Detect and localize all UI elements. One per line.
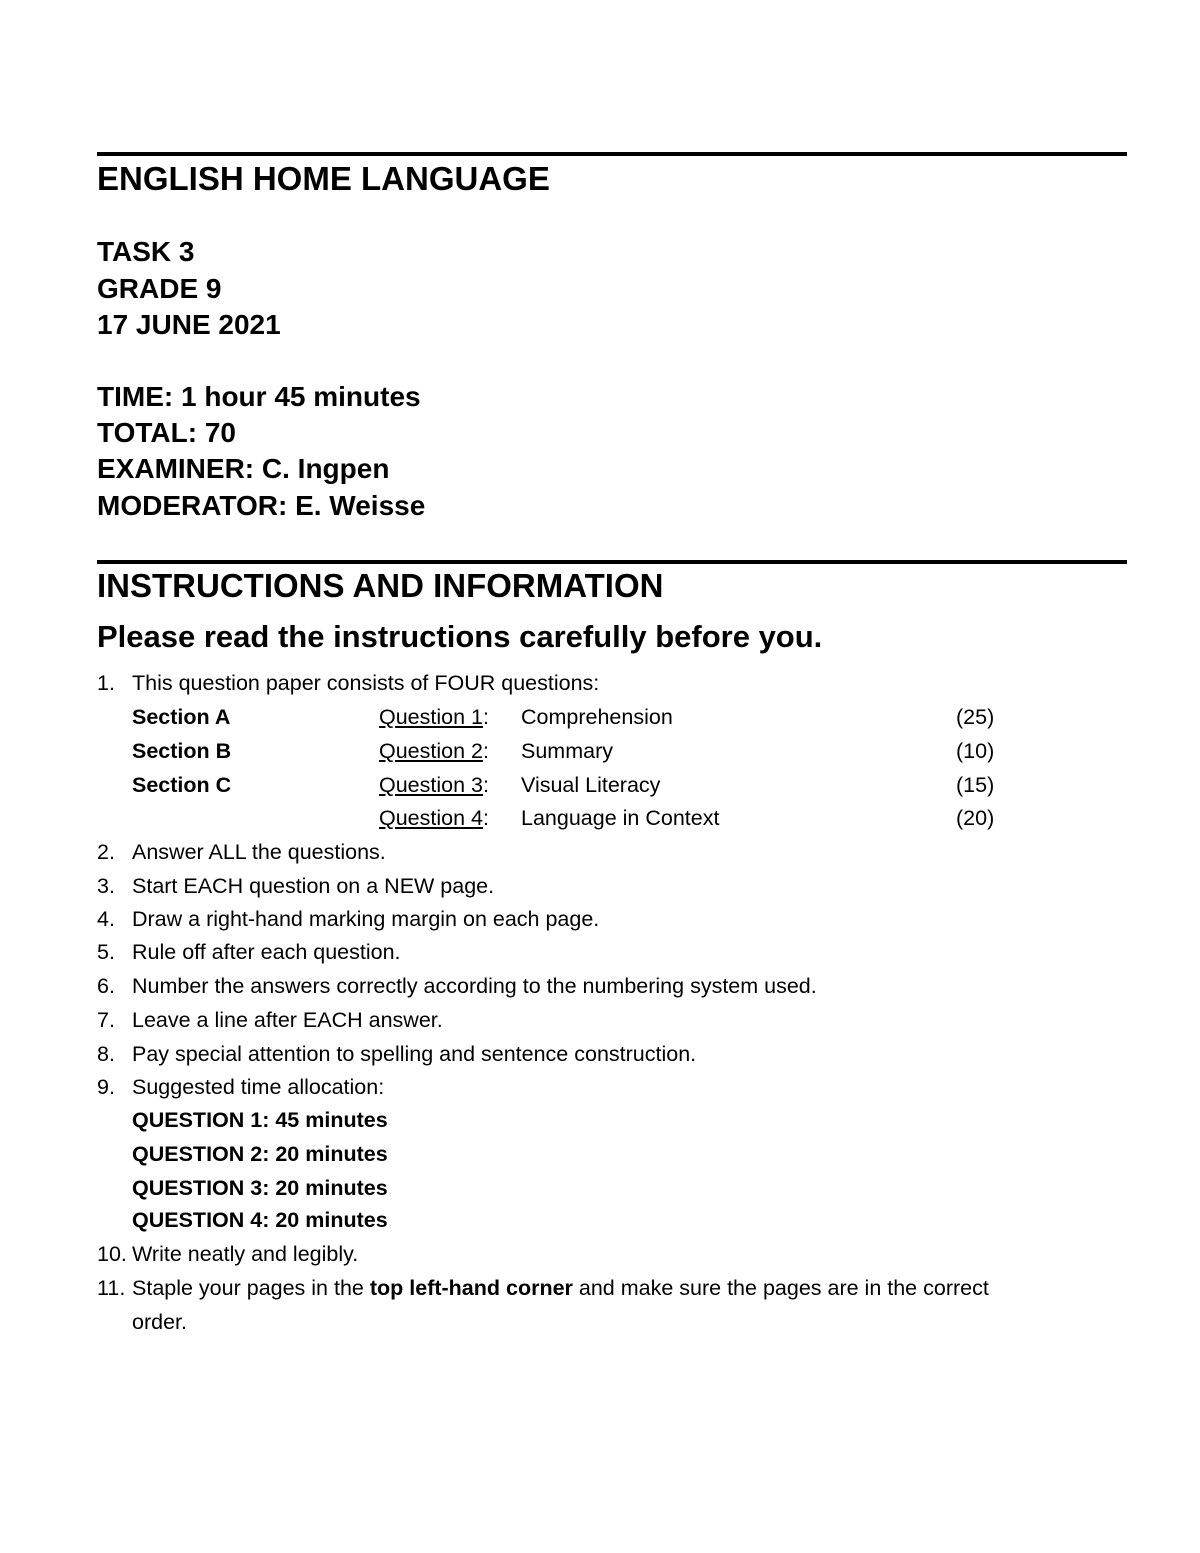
item-text: order.	[132, 1310, 187, 1334]
item-text-part: Staple your pages in the	[132, 1276, 370, 1300]
question-topic: Language in Context	[521, 806, 720, 830]
item-text: Answer ALL the questions.	[132, 840, 386, 864]
instructions-heading: INSTRUCTIONS AND INFORMATION	[97, 567, 664, 604]
time-allocation-text: QUESTION 3: 20 minutes	[132, 1176, 388, 1200]
time-allocation-text: QUESTION 2: 20 minutes	[132, 1142, 388, 1166]
question-topic: Visual Literacy	[521, 773, 661, 797]
item-text-part: and make sure the pages are in the correct	[572, 1276, 989, 1300]
item-number: 6.	[97, 974, 115, 998]
grade-label: GRADE 9	[97, 273, 222, 304]
time-allocation-text: QUESTION 1: 45 minutes	[132, 1108, 388, 1132]
question-label: Question 4:	[379, 806, 489, 830]
question-label: Question 3:	[379, 773, 489, 797]
subject-title: ENGLISH HOME LANGUAGE	[97, 160, 550, 197]
item-number: 8.	[97, 1042, 115, 1066]
question-marks: (15)	[956, 773, 995, 797]
question-link-text: Question 4	[379, 806, 483, 830]
question-label: Question 2:	[379, 739, 489, 763]
question-marks: (10)	[956, 739, 995, 763]
item-text: Draw a right-hand marking margin on each page.	[132, 907, 600, 931]
item-text: This question paper consists of FOUR questions:	[132, 671, 600, 695]
item-number: 4.	[97, 907, 115, 931]
item-number: 5.	[97, 940, 115, 964]
question-topic: Summary	[521, 739, 613, 763]
time-label: TIME: 1 hour 45 minutes	[97, 381, 421, 412]
item-text-emphasis: top left-hand corner	[369, 1276, 573, 1300]
section-label: Section B	[132, 739, 232, 763]
question-topic: Comprehension	[521, 705, 673, 729]
item-number: 2.	[97, 840, 115, 864]
item-number: 3.	[97, 874, 115, 898]
item-text	[132, 1278, 989, 1300]
question-link-text: Question 1	[379, 705, 483, 729]
item-text: Start EACH question on a NEW page.	[132, 874, 495, 898]
item-text: Leave a line after EACH answer.	[132, 1008, 443, 1032]
section-rule	[97, 560, 1127, 564]
question-marks: (25)	[956, 705, 995, 729]
time-allocation-text: QUESTION 4: 20 minutes	[132, 1208, 388, 1232]
item-text: Write neatly and legibly.	[132, 1242, 359, 1266]
question-link-text: Question 3	[379, 773, 483, 797]
task-label: TASK 3	[97, 236, 195, 267]
question-marks: (20)	[956, 806, 995, 830]
instructions-subheading: Please read the instructions carefully before you.	[97, 619, 823, 654]
item-text: Suggested time allocation:	[132, 1075, 385, 1099]
section-label: Section A	[132, 705, 231, 729]
item-text: Rule off after each question.	[132, 940, 401, 964]
item-number: 10.	[97, 1242, 127, 1266]
question-label: Question 1:	[379, 705, 489, 729]
item-text: Number the answers correctly according to the numbering system used.	[132, 974, 817, 998]
section-label: Section C	[132, 773, 232, 797]
item-number: 9.	[97, 1075, 115, 1099]
item-number: 11.	[97, 1276, 126, 1300]
moderator-label: MODERATOR: E. Weisse	[97, 490, 426, 521]
top-rule	[97, 152, 1127, 156]
total-label: TOTAL: 70	[97, 417, 236, 448]
item-number: 7.	[97, 1008, 115, 1032]
item-text: Pay special attention to spelling and sentence construction.	[132, 1042, 697, 1066]
item-number: 1.	[97, 671, 115, 695]
date-label: 17 JUNE 2021	[97, 309, 281, 340]
examiner-label: EXAMINER: C. Ingpen	[97, 453, 390, 484]
question-link-text: Question 2	[379, 739, 483, 763]
